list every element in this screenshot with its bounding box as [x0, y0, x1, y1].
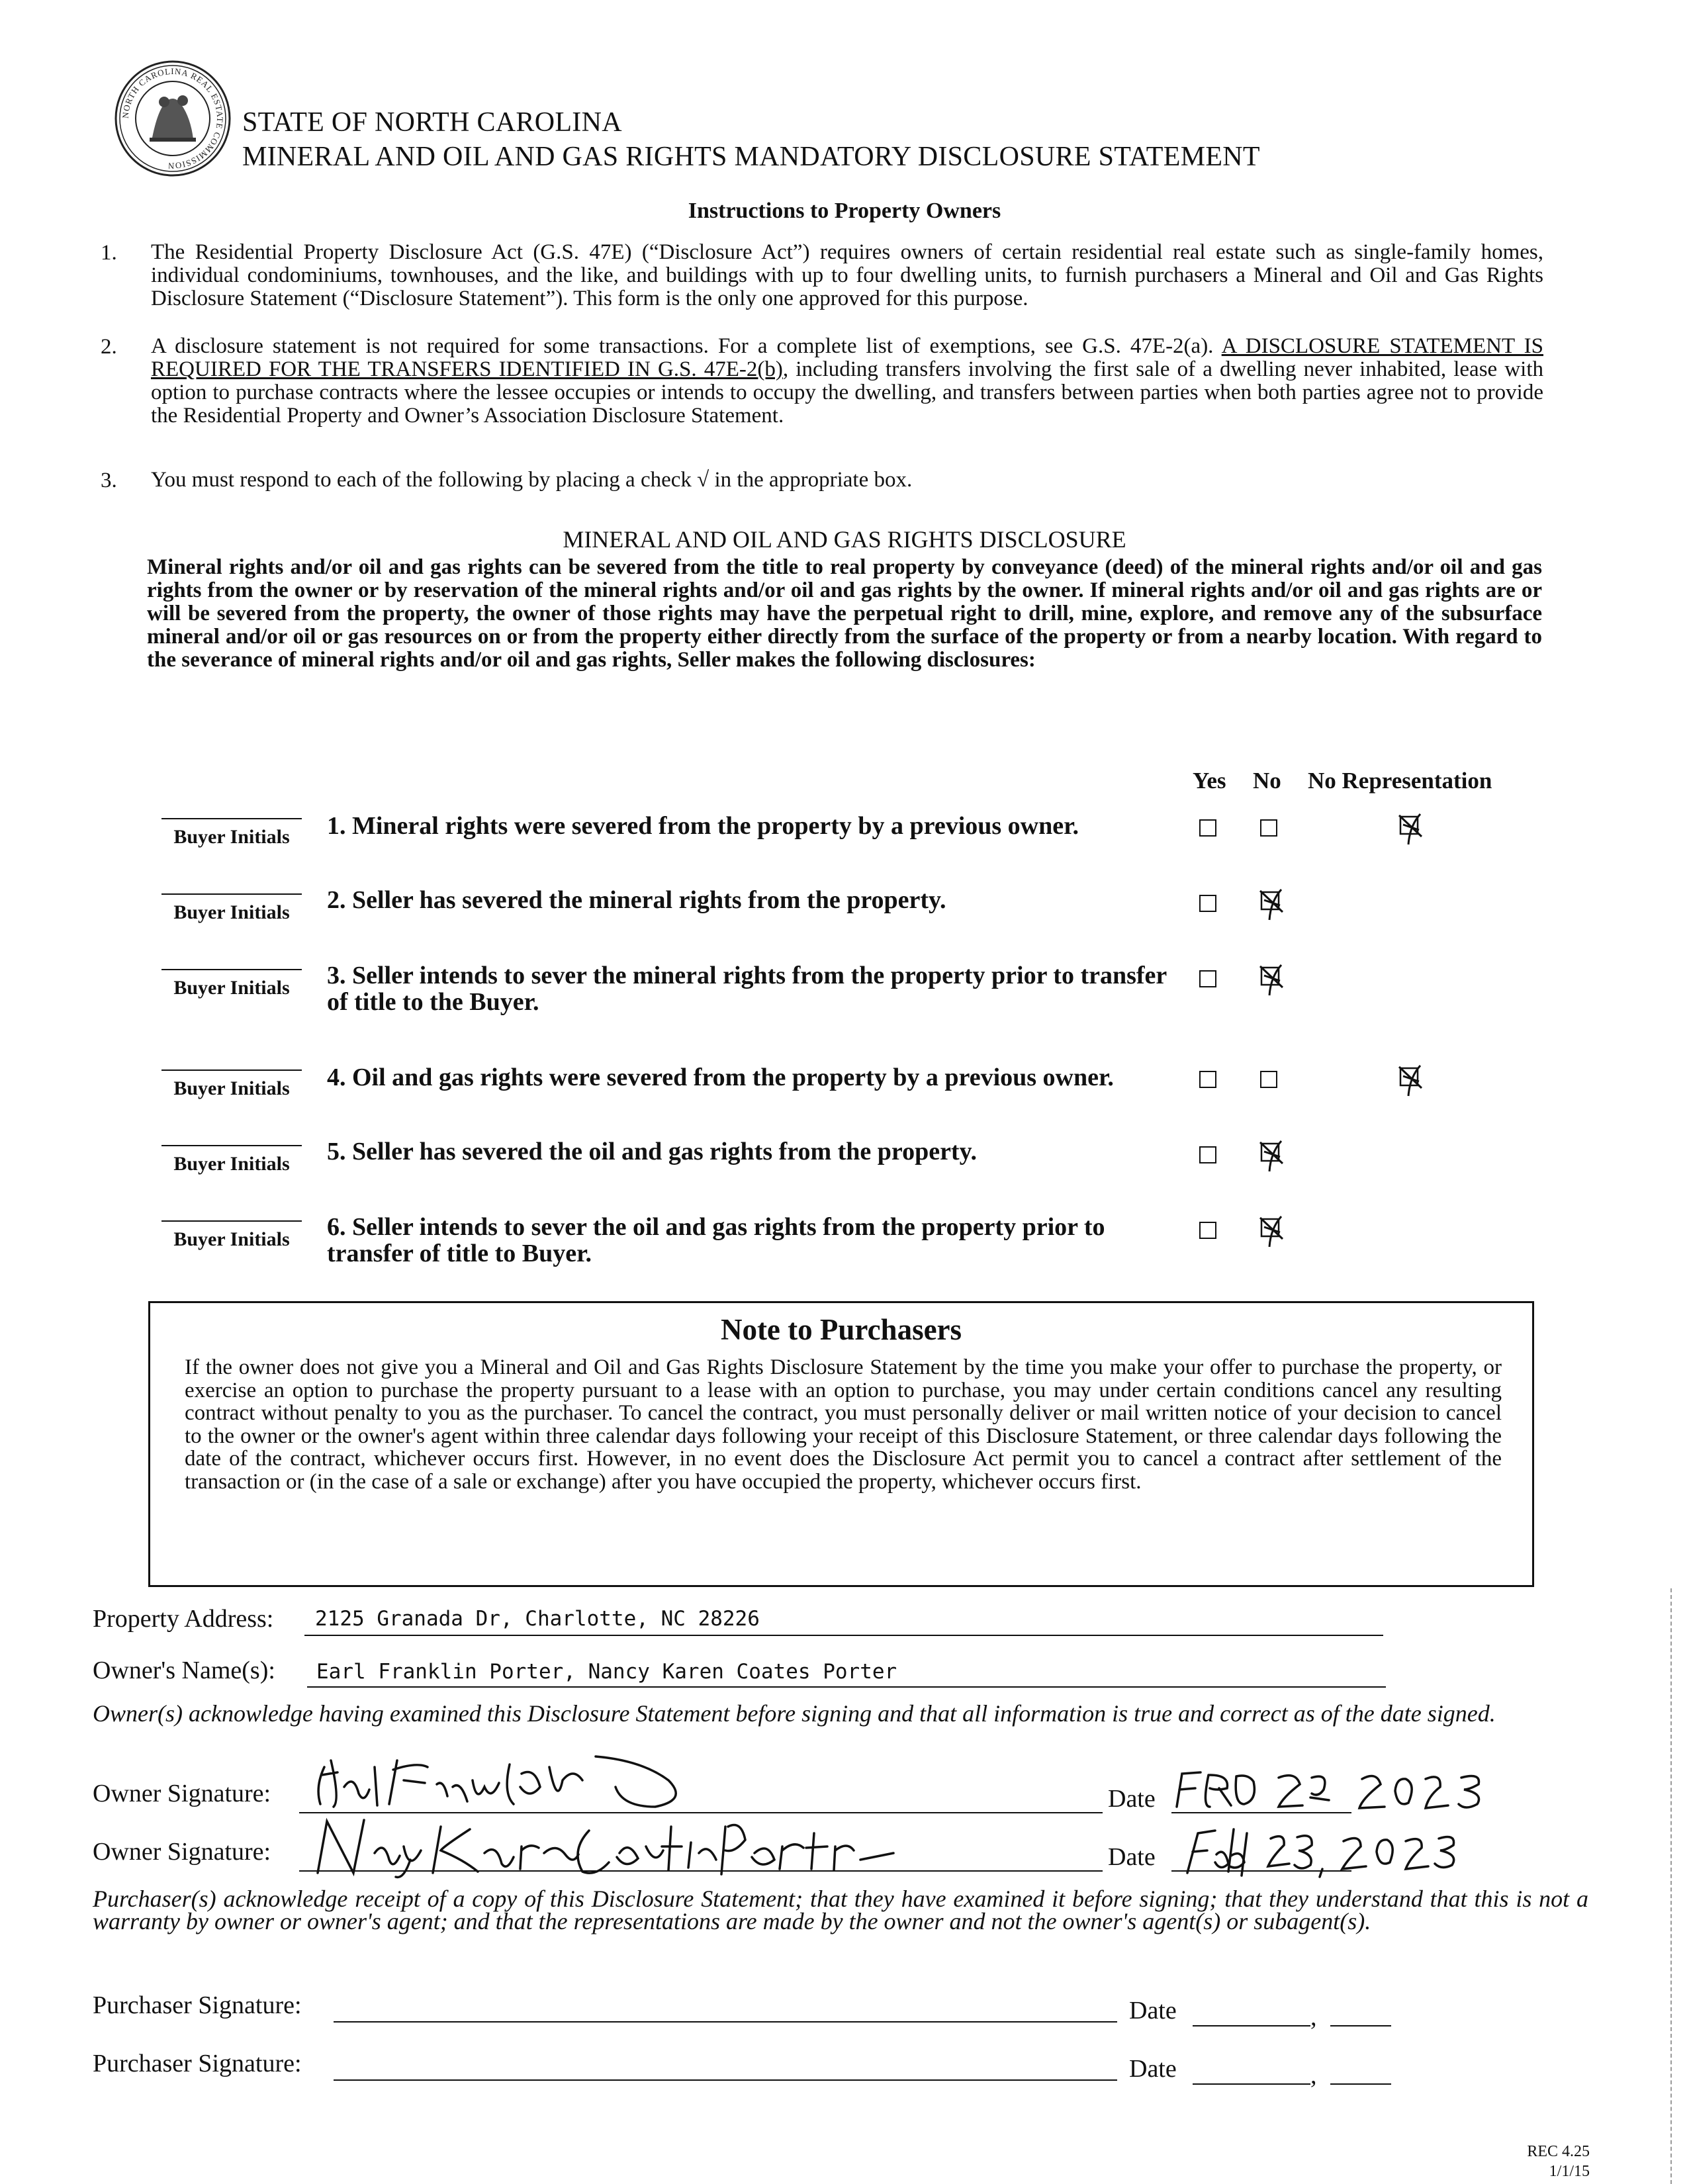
header-state: STATE OF NORTH CAROLINA: [242, 107, 622, 138]
question-5: 5. Seller has severed the oil and gas rights from the property.: [327, 1138, 977, 1165]
question-4: 4. Oil and gas rights were severed from the property by a previous owner.: [327, 1064, 1114, 1091]
purchaser-signature-line[interactable]: [334, 2021, 1117, 2023]
checkbox-no-marked[interactable]: [1257, 886, 1287, 923]
purchaser-signature-line[interactable]: [334, 2079, 1117, 2081]
buyer-initials-line[interactable]: [161, 893, 302, 895]
purchaser2-date-comma: ,: [1310, 2062, 1317, 2089]
column-header-yes: Yes: [1193, 768, 1226, 794]
disclosure-row-1: [0, 809, 1689, 862]
checkbox-yes[interactable]: [1199, 1071, 1216, 1088]
checkbox-no[interactable]: [1260, 1071, 1277, 1088]
checkbox-no-marked[interactable]: [1257, 1212, 1287, 1250]
buyer-initials-line[interactable]: [161, 818, 302, 819]
purchaser2-date-label: Date: [1129, 2055, 1177, 2083]
form-revision: 1/1/15: [1549, 2163, 1590, 2180]
question-2: 2. Seller has severed the mineral rights from the property.: [327, 886, 946, 914]
purchaser2-year-line[interactable]: [1330, 2083, 1391, 2085]
checkbox-no-representation-marked[interactable]: [1396, 810, 1426, 847]
checkbox-yes[interactable]: [1199, 970, 1216, 987]
instruction-item-1: The Residential Property Disclosure Act (G.S. 47E) (“Disclosure Act”) requires owners of certain residential real estate such as single-family homes, individual condominiums, townhouses, and the like, and buildings with up to four dwelling units, to furnish purchasers a Mineral and Oil and Gas Rights Disclosure Statement (“Disclosure Statement”). This form is the only one approved for this purpose.: [151, 240, 1543, 310]
instruction-item-2: [151, 335, 1543, 428]
purchaser-signature-label: Purchaser Signature:: [93, 1991, 302, 2019]
header-title: MINERAL AND OIL AND GAS RIGHTS MANDATORY DISCLOSURE STATEMENT: [242, 142, 1260, 172]
instruction-item-2-text-b: , including transfers involving the first sale of a dwelling never inhabited, lease with option to purchase contracts where the lessee occupies or intends to occupy the dwelling, and transfers between parties when both parties agree not to provide the Residential Property and Owner’s Association Disclosure Statement.: [151, 357, 1544, 428]
disclosure-row-5: [0, 1136, 1689, 1189]
instructions-title: Instructions to Property Owners: [688, 199, 1001, 223]
question-3: 3. Seller intends to sever the mineral rights from the property prior to transfer of title to the Buyer.: [327, 962, 1167, 1016]
purchaser1-date-comma: ,: [1310, 2003, 1317, 2031]
checkbox-no[interactable]: [1260, 819, 1277, 837]
owner1-handwritten-date[interactable]: [1170, 1764, 1501, 1817]
column-header-no-representation: No Representation: [1308, 768, 1492, 794]
property-address-line: [304, 1635, 1383, 1636]
owner-signature-label: Owner Signature:: [93, 1838, 271, 1866]
owner2-date-label: Date: [1108, 1843, 1156, 1871]
nc-real-estate-commission-seal-icon: [113, 58, 233, 179]
column-header-no: No: [1253, 768, 1281, 794]
instruction-item-3: You must respond to each of the following by placing a check √ in the appropriate box.: [151, 468, 913, 492]
property-address-label: Property Address:: [93, 1605, 274, 1633]
buyer-initials-label: Buyer Initials: [173, 826, 290, 848]
owner2-handwritten-signature[interactable]: [311, 1813, 907, 1880]
checkbox-yes[interactable]: [1199, 1222, 1216, 1239]
disclosure-row-6: [0, 1211, 1689, 1277]
owner1-date-label: Date: [1108, 1785, 1156, 1813]
question-1: 1. Mineral rights were severed from the property by a previous owner.: [327, 812, 1079, 840]
buyer-initials-label: Buyer Initials: [173, 977, 290, 999]
purchaser1-date-label: Date: [1129, 1997, 1177, 2025]
instruction-number-1: 1.: [101, 241, 117, 265]
instruction-number-3: 3.: [101, 469, 117, 492]
owner1-handwritten-signature[interactable]: [311, 1741, 761, 1813]
purchaser-signature-label: Purchaser Signature:: [93, 2050, 302, 2077]
buyer-initials-label: Buyer Initials: [173, 1228, 290, 1250]
property-address-value[interactable]: 2125 Granada Dr, Charlotte, NC 28226: [315, 1607, 760, 1631]
disclosure-paragraph: Mineral rights and/or oil and gas rights can be severed from the title to real property by conveyance (deed) of the mineral rights and/or oil and gas rights from the owner or by reservation of the mineral rights and/or oil and gas rights by the owner. If mineral rights and/or oil and gas rights are or will be severed from the property, the owner of those rights may have the perpetual right to drill, mine, explore, and remove any of the subsurface mineral and/or oil or gas resources on or from the property either directly from the surface of the property or from a nearby location. With regard to the severance of mineral rights and/or oil and gas rights, Seller makes the following disclosures:: [147, 555, 1542, 672]
owner-signature-label: Owner Signature:: [93, 1780, 271, 1807]
buyer-initials-label: Buyer Initials: [173, 1077, 290, 1099]
checkbox-no-marked[interactable]: [1257, 961, 1287, 998]
note-title: Note to Purchasers: [720, 1313, 962, 1346]
owner2-handwritten-date[interactable]: [1178, 1823, 1469, 1878]
owner-names-line: [307, 1686, 1386, 1688]
scan-edge-line: [1670, 1588, 1673, 2184]
purchaser1-date-line[interactable]: [1193, 2025, 1310, 2026]
seal-text: NORTH CAROLINA REAL ESTATE COMMISSION: [120, 66, 226, 171]
instruction-item-2-text-a: A disclosure statement is not required for some transactions. For a complete list of exemptions, see G.S. 47E-2(a).: [151, 334, 1222, 358]
question-6: 6. Seller intends to sever the oil and gas rights from the property prior to transfer of title to Buyer.: [327, 1213, 1105, 1267]
form-id: REC 4.25: [1527, 2143, 1590, 2160]
instruction-item-2-required-notice: A DISCLOSURE STATEMENT IS REQUIRED FOR THE TRANSFERS IDENTIFIED IN G.S. 47E-2(b): [151, 334, 1543, 381]
instruction-number-2: 2.: [101, 335, 117, 359]
checkbox-yes[interactable]: [1199, 819, 1216, 837]
buyer-initials-line[interactable]: [161, 1220, 302, 1222]
purchaser-acknowledgement: Purchaser(s) acknowledge receipt of a copy of this Disclosure Statement; that they have examined it before signing; that they understand that this is not a warranty by owner or owner's agent; and that the representations are made by the owner and not the owner's agent(s) or subagent(s).: [93, 1886, 1588, 1934]
disclosure-row-2: [0, 884, 1689, 937]
buyer-initials-line[interactable]: [161, 969, 302, 970]
checkbox-no-representation-marked[interactable]: [1396, 1062, 1426, 1099]
disclosure-row-4: [0, 1060, 1689, 1113]
buyer-initials-label: Buyer Initials: [173, 901, 290, 923]
disclosure-title: MINERAL AND OIL AND GAS RIGHTS DISCLOSURE: [563, 526, 1126, 553]
disclosure-row-3: [0, 960, 1689, 1026]
checkbox-yes[interactable]: [1199, 895, 1216, 912]
buyer-initials-label: Buyer Initials: [173, 1153, 290, 1175]
owner-names-label: Owner's Name(s):: [93, 1657, 275, 1684]
purchaser2-date-line[interactable]: [1193, 2083, 1310, 2085]
checkbox-no-marked[interactable]: [1257, 1137, 1287, 1174]
purchaser1-year-line[interactable]: [1330, 2025, 1391, 2026]
owner-names-value[interactable]: Earl Franklin Porter, Nancy Karen Coates Porter: [316, 1660, 897, 1684]
checkbox-yes[interactable]: [1199, 1146, 1216, 1163]
note-text: If the owner does not give you a Mineral and Oil and Gas Rights Disclosure Statement by the time you make your offer to purchase the property, or exercise an option to purchase the property pursuant to a lease with an option to purchase, you may under certain conditions cancel any resulting contract without penalty to you as the purchaser. To cancel the contract, you must personally deliver or mail written notice of your decision to cancel to the owner or the owner's agent within three calendar days following your receipt of this Disclosure Statement, or three calendar days following the date of the contract, whichever occurs first. However, in no event does the Disclosure Act permit you to cancel a contract after settlement of the transaction or (in the case of a sale or exchange) after you have occupied the property, whichever occurs first.: [185, 1355, 1502, 1494]
buyer-initials-line[interactable]: [161, 1145, 302, 1146]
owner-acknowledgement: Owner(s) acknowledge having examined this Disclosure Statement before signing and that all information is true and correct as of the date signed.: [93, 1700, 1496, 1727]
buyer-initials-line[interactable]: [161, 1069, 302, 1071]
note-to-purchasers-box: [148, 1301, 1534, 1587]
